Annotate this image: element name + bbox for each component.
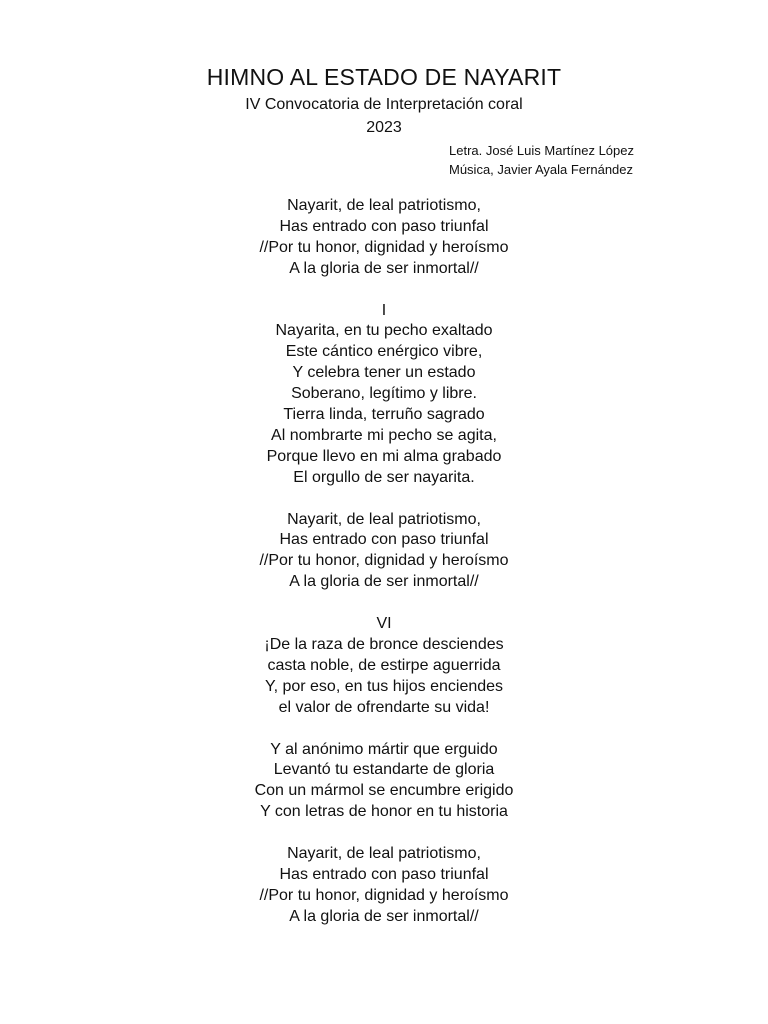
lyrics-credit: Letra. José Luis Martínez López (449, 143, 634, 158)
stanza-verse-1 (0, 301, 768, 489)
verse-line: Y al anónimo mártir que erguido (270, 740, 498, 758)
verse-line: A la gloria de ser inmortal// (289, 259, 479, 277)
verse-line: Porque llevo en mi alma grabado (266, 447, 502, 465)
credits (449, 141, 634, 179)
verse-line: Nayarita, en tu pecho exaltado (275, 322, 493, 340)
verse-line: //Por tu honor, dignidad y heroísmo (259, 886, 509, 904)
stanza-verse-6-cont (0, 740, 768, 824)
stanza-number: I (381, 301, 387, 319)
verse-line: Has entrado con paso triunfal (279, 217, 489, 235)
verse-line: Al nombrarte mi pecho se agita, (271, 426, 497, 444)
verse-line: //Por tu honor, dignidad y heroísmo (259, 238, 509, 256)
verse-line: Y celebra tener un estado (292, 364, 476, 382)
year: 2023 (366, 119, 402, 136)
verse-line: el valor de ofrendarte su vida! (278, 698, 490, 716)
verse-line: Has entrado con paso triunfal (279, 866, 489, 884)
verse-line: Y, por eso, en tus hijos enciendes (264, 677, 504, 695)
stanza-chorus (0, 510, 768, 594)
stanza-verse-6 (0, 614, 768, 718)
verse-line: //Por tu honor, dignidad y heroísmo (259, 552, 509, 570)
stanza-number: VI (376, 615, 392, 633)
verse-line: A la gloria de ser inmortal// (289, 573, 479, 591)
verse-line: Este cántico enérgico vibre, (285, 343, 483, 361)
verse-line: Con un mármol se encumbre erigido (254, 782, 514, 800)
verse-line: Y con letras de honor en tu historia (260, 803, 508, 821)
subtitle: IV Convocatoria de Interpretación coral (245, 96, 523, 113)
verse-line: El orgullo de ser nayarita. (293, 468, 475, 486)
verse-line: Nayarit, de leal patriotismo, (287, 197, 481, 214)
verse-line: A la gloria de ser inmortal// (289, 907, 479, 925)
verse-line: ¡De la raza de bronce desciendes (264, 636, 504, 654)
verse-line: Levantó tu estandarte de gloria (273, 761, 495, 779)
verse-line: Nayarit, de leal patriotismo, (287, 510, 481, 528)
stanza-chorus (0, 844, 768, 928)
page-title: HIMNO AL ESTADO DE NAYARIT (206, 64, 562, 90)
poem-body (0, 196, 768, 949)
verse-line: casta noble, de estirpe aguerrida (267, 656, 501, 674)
verse-line: Soberano, legítimo y libre. (291, 385, 477, 403)
verse-line: Nayarit, de leal patriotismo, (287, 845, 481, 863)
verse-line: Has entrado con paso triunfal (279, 531, 489, 549)
music-credit: Música, Javier Ayala Fernández (449, 162, 634, 177)
stanza-chorus (0, 196, 768, 280)
verse-line: Tierra linda, terruño sagrado (283, 406, 485, 424)
